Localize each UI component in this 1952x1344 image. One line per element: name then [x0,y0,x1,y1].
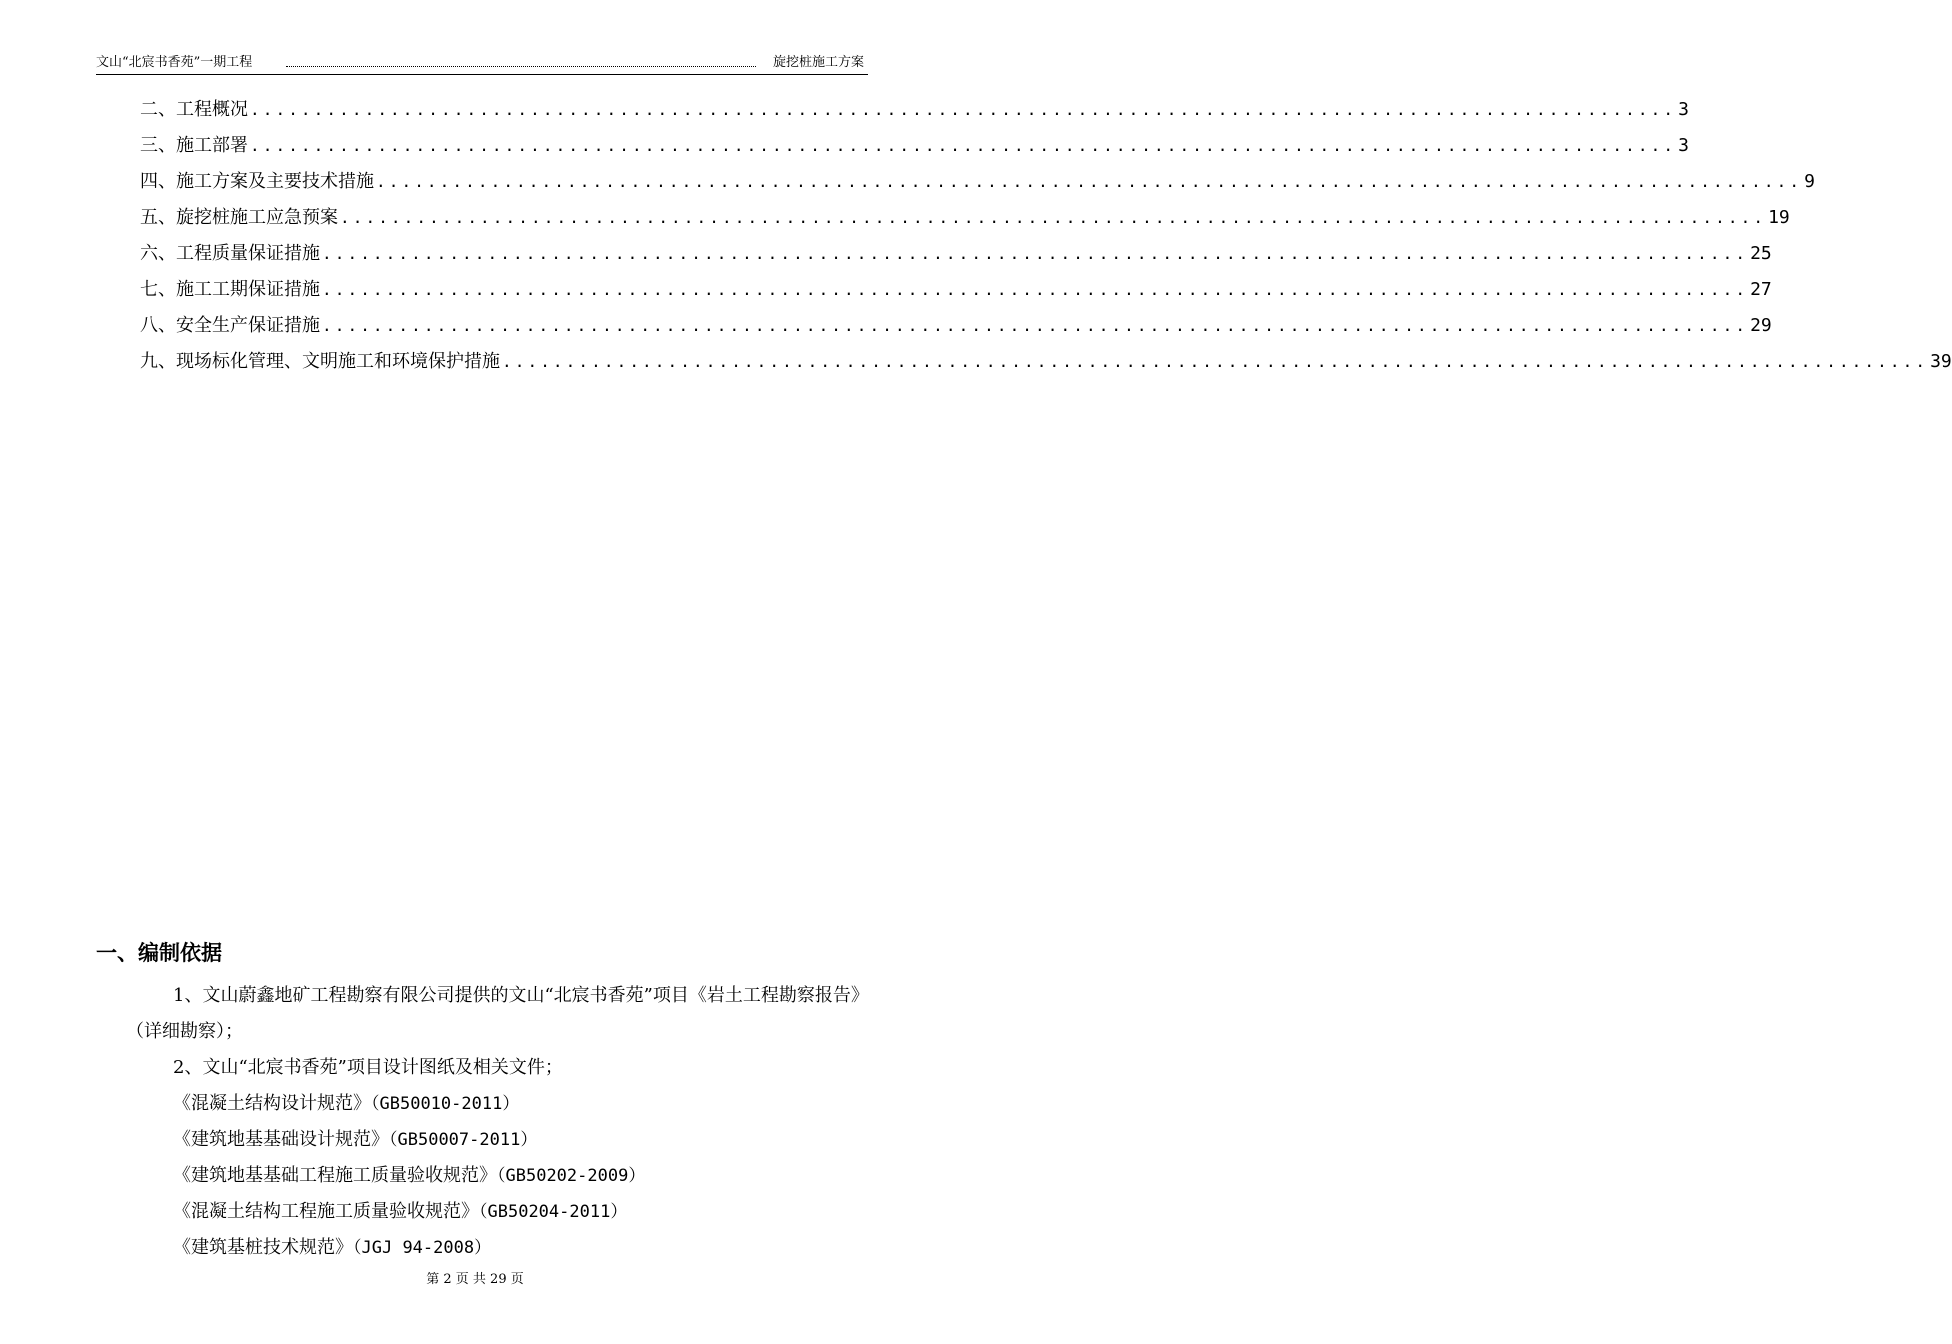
toc-entry[interactable] [140,131,1689,167]
toc-dot-leader: ................................................................................................................ [250,100,1677,119]
section-heading: 一、编制依据 [96,941,222,965]
standard-reference [126,1194,874,1230]
toc-entry[interactable] [140,347,1952,383]
toc-entry-page: 27 [1750,279,1772,300]
toc-entry-label: 八、安全生产保证措施 [140,315,320,336]
toc-dot-leader: ................................................................................................................ [250,136,1677,155]
toc-entry[interactable] [140,239,1772,275]
toc-entry-page: 3 [1678,99,1689,120]
standard-title: 《建筑地基基础工程施工质量验收规范》 [173,1165,497,1186]
standard-title: 《混凝土结构设计规范》 [173,1093,371,1114]
standard-reference [126,1158,874,1194]
page-header [96,52,868,75]
standard-code: （GB50007-2011） [389,1130,538,1150]
toc-entry-label: 二、工程概况 [140,99,248,120]
standard-code: （GB50202-2009） [497,1166,646,1186]
standard-title: 《建筑地基基础设计规范》 [173,1129,389,1150]
table-of-contents [140,95,1952,383]
toc-entry-label: 五、旋挖桩施工应急预案 [140,207,338,228]
toc-entry-label: 九、现场标化管理、文明施工和环境保护措施 [140,351,500,372]
standard-code: （GB50204-2011） [479,1202,628,1222]
page-footer: 第 2 页 共 29 页 [426,1272,524,1287]
toc-entry-label: 六、工程质量保证措施 [140,243,320,264]
standard-reference [126,1086,874,1122]
toc-dot-leader: ................................................................................................................ [322,280,1749,299]
toc-entry[interactable] [140,95,1689,131]
toc-entry[interactable] [140,275,1772,311]
toc-entry[interactable] [140,203,1790,239]
toc-dot-leader: ................................................................................................................ [322,244,1749,263]
toc-dot-leader: ................................................................................................................ [340,208,1767,227]
toc-entry[interactable] [140,311,1772,347]
toc-dot-leader: ................................................................................................................ [376,172,1803,191]
toc-entry-label: 七、施工工期保证措施 [140,279,320,300]
standard-title: 《混凝土结构工程施工质量验收规范》 [173,1201,479,1222]
toc-entry-page: 19 [1768,207,1790,228]
toc-entry-page: 3 [1678,135,1689,156]
standard-title: 《建筑基桩技术规范》 [173,1237,353,1258]
header-document-title: 旋挖桩施工方案 [772,55,864,70]
header-project-name: 文山“北宸书香苑”一期工程 [96,55,253,70]
standard-code: （JGJ 94-2008） [353,1238,492,1258]
standard-reference [126,1122,874,1158]
toc-dot-leader: ................................................................................................................ [322,316,1749,335]
toc-entry-page: 25 [1750,243,1772,264]
standard-code: （GB50010-2011） [371,1094,520,1114]
basis-paragraph: 2、文山“北宸书香苑”项目设计图纸及相关文件； [173,1057,563,1078]
toc-entry-page: 9 [1804,171,1815,192]
toc-entry-page: 39 [1930,351,1952,372]
toc-entry-label: 三、施工部署 [140,135,248,156]
toc-entry-page: 29 [1750,315,1772,336]
toc-entry-label: 四、施工方案及主要技术措施 [140,171,374,192]
standard-reference [126,1230,874,1266]
toc-entry[interactable] [140,167,1815,203]
toc-dot-leader: ................................................................................................................ [502,352,1929,371]
header-dot-leader [286,66,756,67]
section-body [126,978,874,1266]
basis-paragraph: 1、文山蔚鑫地矿工程勘察有限公司提供的文山“北宸书香苑”项目《岩土工程勘察报告》（详细勘察）； [126,985,869,1042]
